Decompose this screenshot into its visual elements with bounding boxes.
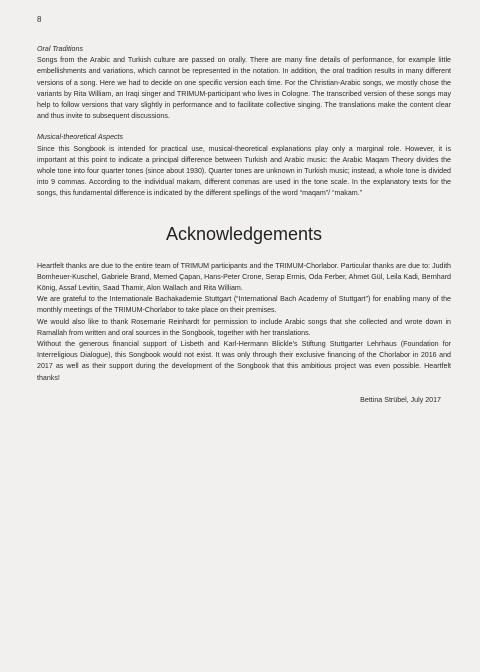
- section-spacer: [37, 122, 451, 132]
- acknowledgements-paragraph: Without the generous financial support of Lisbeth and Karl-Hermann Blickle’s Stiftung Stuttgarter Lehrhaus (Foundation for Interreligious Dialogue), this Songbook would not exist. It was only through their exclusive financing of the Chorlabor in 2016 and 2017 as well as their support during the development of the Songbook that this ambitious project was even possible. Heartfelt thanks!: [37, 340, 451, 382]
- musical-theoretical-heading: Musical-theoretical Aspects: [37, 133, 124, 142]
- page-content: [37, 44, 451, 406]
- acknowledgements-title: Acknowledgements: [165, 223, 323, 244]
- acknowledgements-paragraph: Heartfelt thanks are due to the entire team of TRIMUM participants and the TRIMUM-Chorlabor. Particular thanks are due to: Judith Bomheuer-Kuschel, Gabriele Brand, Memed Çapan, Hans-Peter Crone, Serap Ermis, Oda Ferber, Ahmet Gül, Leila Kadi, Bernhard König, Assaf Levitin, Saad Thamir, Alon Wallach and Rita William.: [37, 261, 451, 293]
- acknowledgements-paragraph: We would also like to thank Rosemarie Reinhardt for permission to include Arabic songs that she collected and wrote down in Ramallah from written and oral sources in the Songbook, together with her translations.: [37, 317, 451, 337]
- musical-theoretical-section: [37, 132, 451, 199]
- musical-theoretical-text: Since this Songbook is intended for practical use, musical-theoretical explanations play only a marginal role. However, it is important at this point to indicate a principal difference between Turkish and Arabic music: the Arabic Maqam Theory divides the whole tone into four quarter tones (since about 1930). Quarter tones are unknown in Turkish music; instead, a whole tone is divided into 9 commas. According to the individual makam, different commas are used in the tone scale. In the explanatory texts for the songs, this fundamental difference is indicated by the different spellings of the word “maqam”/ “makam.”: [37, 144, 451, 198]
- oral-traditions-text: Songs from the Arabic and Turkish culture are passed on orally. There are many fine details of performance, for example little embellishments and variations, which cannot be represented in the notation. In addition, the oral tradition results in many different versions of a song. Here we had to decide on one specific version each time. For the Christian-Arabic songs, we mostly chose the variants by Rita William, an Iraqi singer and TRIMUM-participant who lives in Cologne. The transcribed version of these songs may help to follow versions that vary slightly in performance and to facilitate collective singing. The translations make the content clear and thus invite to subsequent discussions.: [37, 56, 451, 121]
- page-number: 8: [37, 15, 42, 24]
- acknowledgements-body: [37, 261, 451, 384]
- signature: Bettina Strübel, July 2017: [360, 395, 441, 404]
- oral-traditions-heading: Oral Traditions: [37, 45, 83, 53]
- oral-traditions-section: [37, 44, 451, 122]
- acknowledgements-paragraph: We are grateful to the Internationale Bachakademie Stuttgart (“International Bach Academy of Stuttgart”) for enabling many of the monthly meetings of the TRIMUM-Chorlabor to take place on their premises.: [37, 295, 451, 315]
